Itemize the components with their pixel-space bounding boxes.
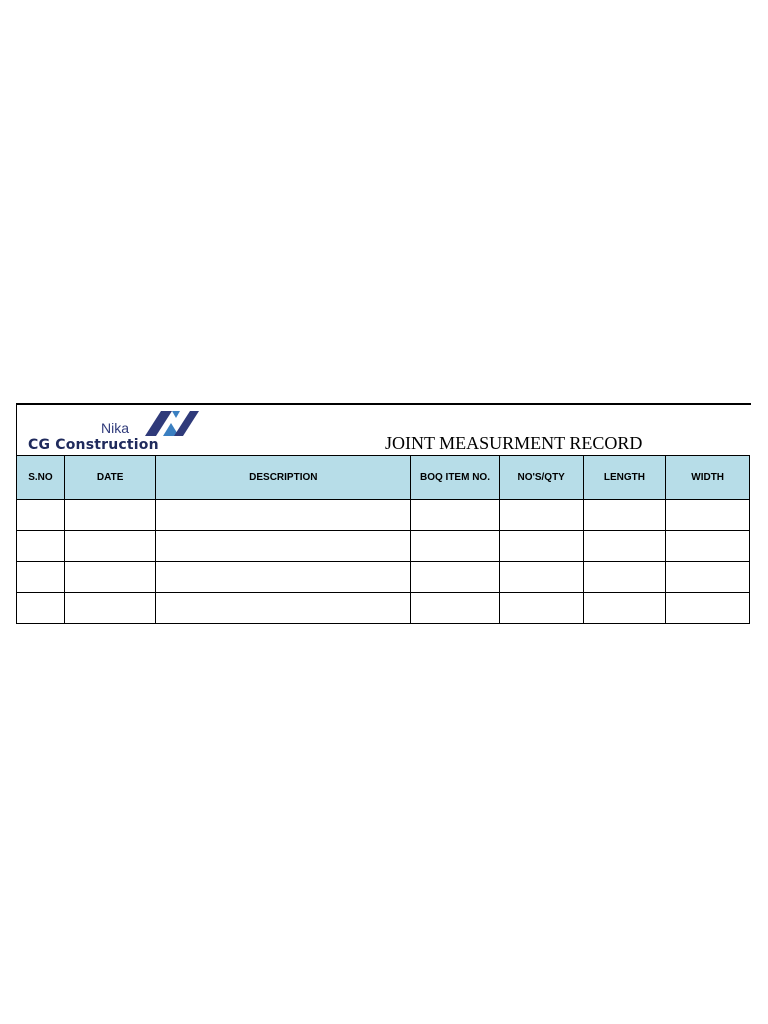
table-row bbox=[17, 562, 750, 593]
table-row bbox=[17, 531, 750, 562]
table-cell[interactable] bbox=[499, 531, 583, 562]
table-cell[interactable] bbox=[666, 531, 750, 562]
table-cell[interactable] bbox=[17, 593, 65, 624]
table-cell[interactable] bbox=[156, 593, 411, 624]
table-cell[interactable] bbox=[64, 531, 156, 562]
column-header-sno: S.NO bbox=[17, 456, 65, 500]
column-header-boq-item-no: BOQ ITEM NO. bbox=[411, 456, 500, 500]
nika-logo-mark-icon bbox=[141, 409, 199, 437]
measurement-table bbox=[16, 455, 750, 624]
table-cell[interactable] bbox=[64, 562, 156, 593]
table-cell[interactable] bbox=[666, 500, 750, 531]
table-cell[interactable] bbox=[64, 593, 156, 624]
table-cell[interactable] bbox=[666, 562, 750, 593]
table-cell[interactable] bbox=[499, 593, 583, 624]
table-cell[interactable] bbox=[156, 500, 411, 531]
document-title: JOINT MEASURMENT RECORD bbox=[385, 433, 643, 453]
table-cell[interactable] bbox=[17, 500, 65, 531]
table-cell[interactable] bbox=[17, 562, 65, 593]
sheet-header bbox=[17, 405, 752, 455]
table-row bbox=[17, 500, 750, 531]
table-cell[interactable] bbox=[583, 593, 666, 624]
table-row bbox=[17, 593, 750, 624]
logo-nika-text: Nika bbox=[101, 420, 130, 436]
table-cell[interactable] bbox=[583, 562, 666, 593]
table-header-row bbox=[17, 456, 750, 500]
column-header-nos-qty: NO'S/QTY bbox=[499, 456, 583, 500]
table-cell[interactable] bbox=[156, 531, 411, 562]
table-cell[interactable] bbox=[411, 562, 500, 593]
table-cell[interactable] bbox=[411, 531, 500, 562]
table-cell[interactable] bbox=[17, 531, 65, 562]
table-cell[interactable] bbox=[411, 593, 500, 624]
table-cell[interactable] bbox=[499, 562, 583, 593]
measurement-sheet bbox=[16, 403, 751, 620]
table-cell[interactable] bbox=[499, 500, 583, 531]
table-cell[interactable] bbox=[583, 500, 666, 531]
table-cell[interactable] bbox=[666, 593, 750, 624]
column-header-length: LENGTH bbox=[583, 456, 666, 500]
company-logo bbox=[27, 408, 202, 454]
logo-company-name: CG Construction bbox=[28, 437, 159, 453]
table-cell[interactable] bbox=[411, 500, 500, 531]
column-header-width: WIDTH bbox=[666, 456, 750, 500]
table-cell[interactable] bbox=[583, 531, 666, 562]
column-header-date: DATE bbox=[64, 456, 156, 500]
table-cell[interactable] bbox=[156, 562, 411, 593]
column-header-description: DESCRIPTION bbox=[156, 456, 411, 500]
table-cell[interactable] bbox=[64, 500, 156, 531]
